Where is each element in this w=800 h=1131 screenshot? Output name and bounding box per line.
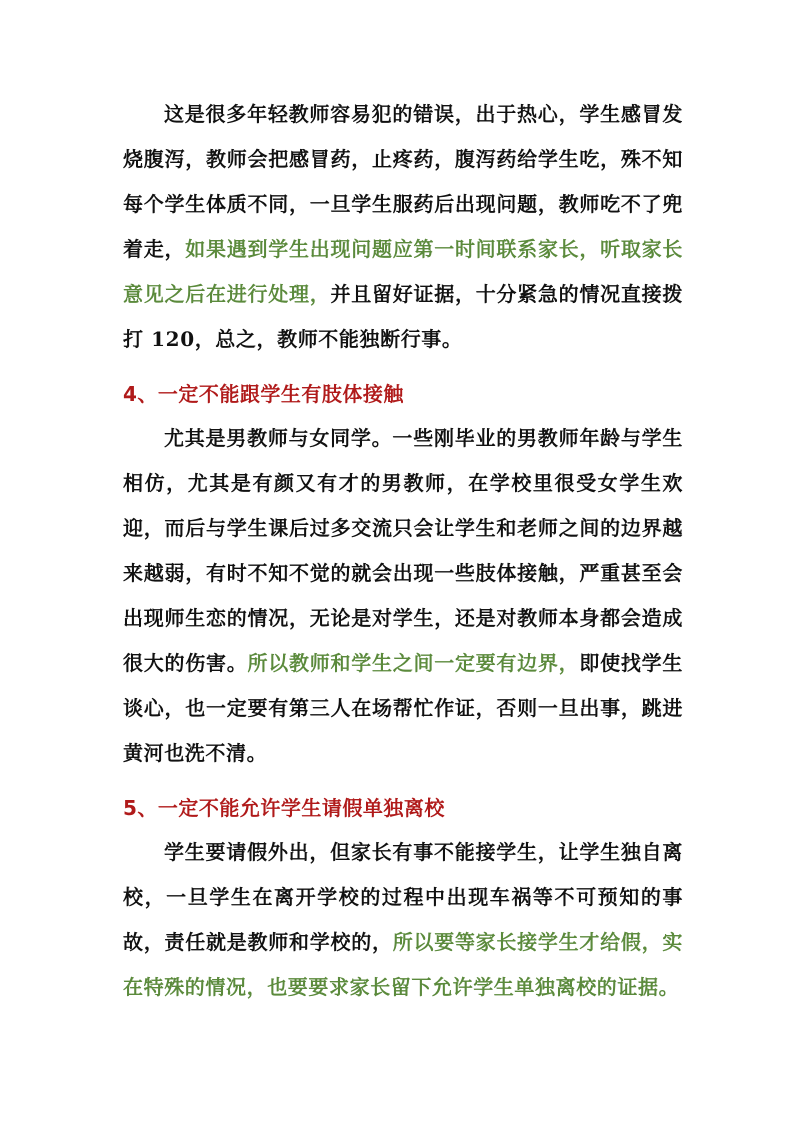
- intro-text-continued: 并且留好证据，十分紧急的情况直接拨打 120，总之，教师不能独断行事。: [123, 282, 684, 351]
- section-4-text-continued: 即使找学生谈心，也一定要有第三人在场帮忙作证，否则一旦出事，跳进黄河也洗不清。: [123, 651, 684, 765]
- section-5-highlight: 所以要等家长接学生才给假，实在特殊的情况，也要要求家长留下允许学生单独离校的证据。: [123, 930, 683, 999]
- section-4: [123, 372, 683, 776]
- intro-text: 这是很多年轻教师容易犯的错误，出于热心，学生感冒发烧腹泻，教师会把感冒药，止疼药，腹泻药给学生吃，殊不知每个学生体质不同，一旦学生服药后出现问题，教师吃不了兜着走，: [123, 102, 683, 261]
- intro-paragraph: [123, 92, 683, 362]
- section-4-heading: 4、一定不能跟学生有肢体接触: [123, 382, 404, 406]
- intro-highlight: 如果遇到学生出现问题应第一时间联系家长，听取家长意见之后在进行处理，: [123, 237, 683, 306]
- section-4-paragraph: [123, 416, 683, 776]
- section-4-highlight: 所以教师和学生之间一定要有边界，: [247, 651, 580, 675]
- section-5-text: 学生要请假外出，但家长有事不能接学生，让学生独自离校，一旦学生在离开学校的过程中出现车祸等不可预知的事故，责任就是教师和学校的，: [123, 840, 683, 954]
- section-5-paragraph: [123, 830, 683, 1010]
- section-4-text: 尤其是男教师与女同学。一些刚毕业的男教师年龄与学生相仿，尤其是有颜又有才的男教师，在学校里很受女学生欢迎，而后与学生课后过多交流只会让学生和老师之间的边界越来越弱，有时不知不觉的就会出现一些肢体接触，严重甚至会出现师生恋的情况，无论是对学生，还是对教师本身都会造成很大的伤害。: [123, 426, 683, 675]
- section-5-heading: 5、一定不能允许学生请假单独离校: [123, 796, 445, 820]
- document-page: [123, 92, 683, 1010]
- section-5: [123, 786, 683, 1010]
